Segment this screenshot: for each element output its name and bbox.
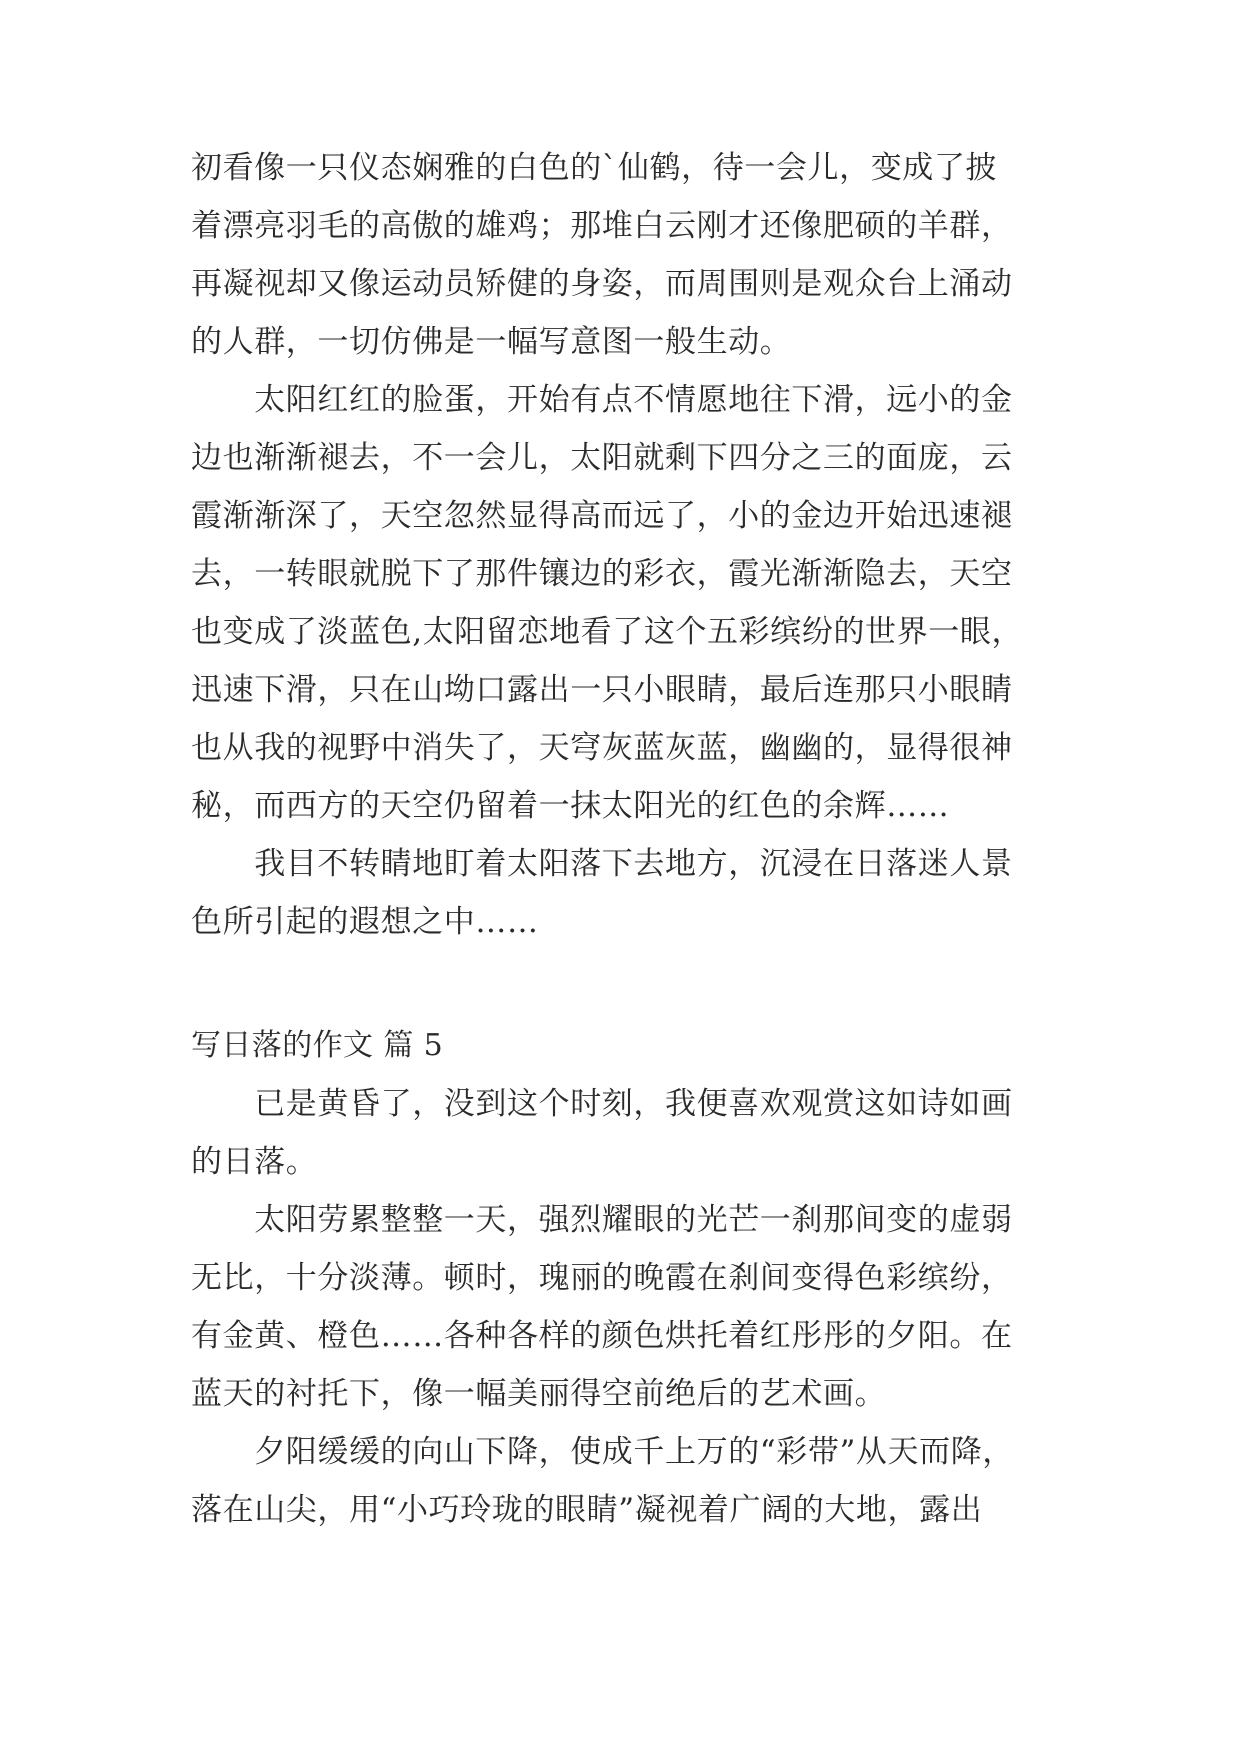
text-line: 秘，而西方的天空仍留着一抹太阳光的红色的余辉…… [191, 788, 950, 824]
section-heading: 写日落的作文 篇 5 [191, 1028, 444, 1063]
text-line: 夕阳缓缓的向山下降，使成千上万的“彩带”从天而降， [191, 1434, 1014, 1470]
text-line: 霞渐渐深了，天空忽然显得高而远了，小的金边开始迅速褪 [191, 498, 1013, 534]
text-line: 的人群，一切仿佛是一幅写意图一般生动。 [191, 324, 792, 360]
text-line: 再凝视却又像运动员矫健的身姿，而周围则是观众台上涌动 [191, 266, 1013, 302]
text-line: 也变成了淡蓝色,太阳留恋地看了这个五彩缤纷的世界一眼， [191, 614, 1024, 650]
text-line: 着漂亮羽毛的高傲的雄鸡；那堆白云刚才还像肥硕的羊群， [191, 208, 1013, 244]
text-line: 边也渐渐褪去，不一会儿，太阳就剩下四分之三的面庞，云 [191, 440, 1013, 476]
text-line: 无比，十分淡薄。顿时，瑰丽的晚霞在刹间变得色彩缤纷， [191, 1260, 1013, 1296]
text-line: 蓝天的衬托下，像一幅美丽得空前绝后的艺术画。 [191, 1376, 887, 1412]
text-line: 我目不转睛地盯着太阳落下去地方，沉浸在日落迷人景 [191, 846, 1013, 882]
text-line: 太阳劳累整整一天，强烈耀眼的光芒一刹那间变的虚弱 [191, 1202, 1013, 1238]
text-line: 已是黄昏了，没到这个时刻，我便喜欢观赏这如诗如画 [191, 1086, 1013, 1122]
text-line: 初看像一只仪态娴雅的白色的`仙鹤，待一会儿，变成了披 [191, 150, 998, 186]
text-line: 有金黄、橙色……各种各样的颜色烘托着红彤彤的夕阳。在 [191, 1318, 1013, 1354]
text-line: 去，一转眼就脱下了那件镶边的彩衣，霞光渐渐隐去，天空 [191, 556, 1013, 592]
text-line: 也从我的视野中消失了，天穹灰蓝灰蓝，幽幽的，显得很神 [191, 730, 1013, 766]
text-line: 落在山尖，用“小巧玲珑的眼睛”凝视着广阔的大地，露出 [191, 1492, 983, 1528]
text-line: 色所引起的遐想之中…… [191, 904, 539, 940]
text-line: 太阳红红的脸蛋，开始有点不情愿地往下滑，远小的金 [191, 382, 1013, 418]
text-line: 的日落。 [191, 1144, 318, 1180]
text-line: 迅速下滑，只在山坳口露出一只小眼睛，最后连那只小眼睛 [191, 672, 1013, 708]
